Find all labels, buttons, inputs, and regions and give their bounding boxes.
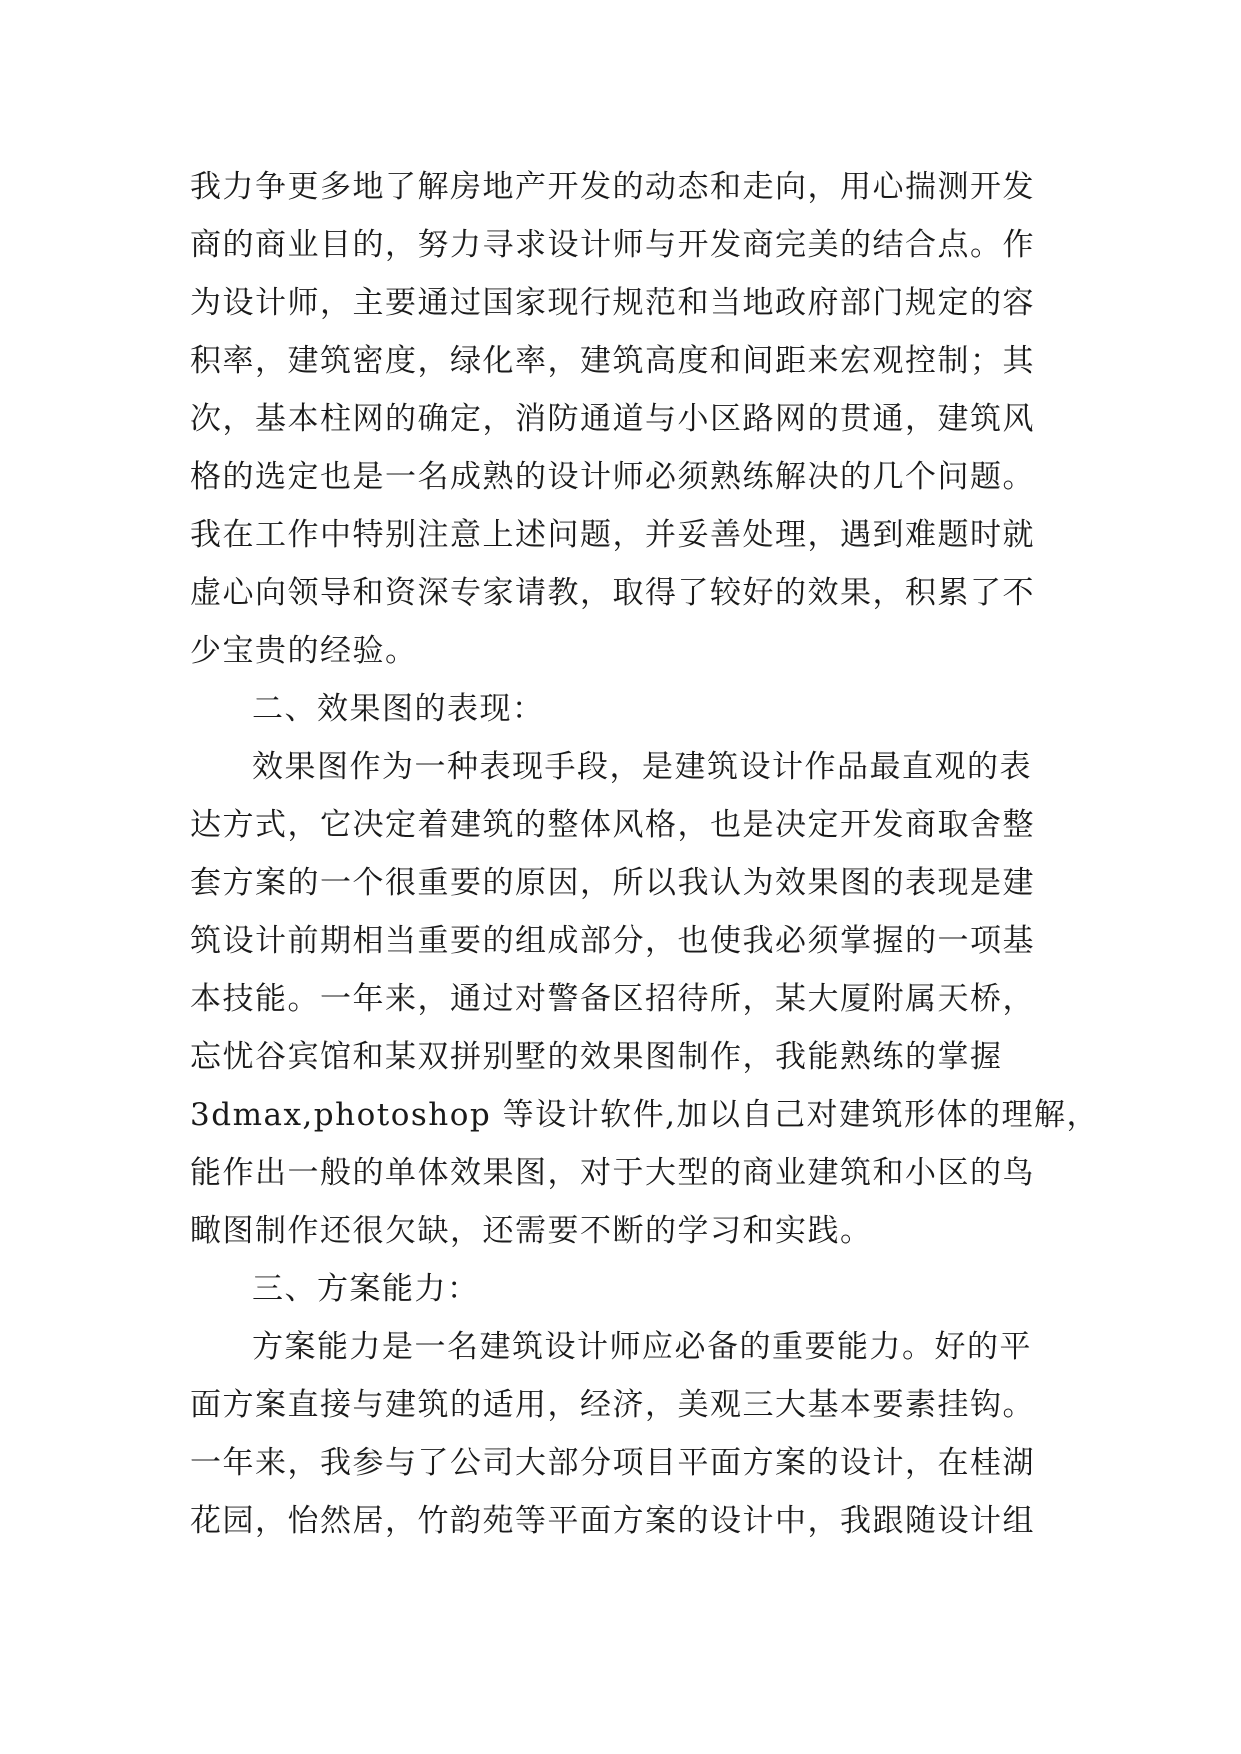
text-line: 我力争更多地了解房地产开发的动态和走向，用心揣测开发 [190,169,1035,205]
text-line: 为设计师，主要通过国家现行规范和当地政府部门规定的容 [190,285,1035,321]
text-line: 面方案直接与建筑的适用，经济，美观三大基本要素挂钩。 [190,1387,1035,1423]
text-line: 效果图作为一种表现手段，是建筑设计作品最直观的表 [252,749,1032,785]
text-line: 我在工作中特别注意上述问题，并妥善处理，遇到难题时就 [190,517,1035,553]
text-line: 商的商业目的，努力寻求设计师与开发商完美的结合点。作 [190,227,1035,263]
text-line: 方案能力是一名建筑设计师应必备的重要能力。好的平 [252,1329,1032,1365]
section-heading: 三、方案能力： [252,1271,480,1307]
text-line: 能作出一般的单体效果图，对于大型的商业建筑和小区的鸟 [190,1155,1035,1191]
text-line: 本技能。一年来，通过对警备区招待所，某大厦附属天桥， [190,981,1035,1017]
text-line: 忘忧谷宾馆和某双拼别墅的效果图制作，我能熟练的掌握 [190,1039,1003,1075]
text-line: 瞰图制作还很欠缺，还需要不断的学习和实践。 [190,1213,873,1249]
text-line: 次，基本柱网的确定，消防通道与小区路网的贯通，建筑风 [190,401,1035,437]
section-heading: 二、效果图的表现： [252,691,545,727]
text-line: 花园，怡然居，竹韵苑等平面方案的设计中，我跟随设计组 [190,1503,1035,1539]
body-text [190,158,1099,1550]
text-line: 筑设计前期相当重要的组成部分，也使我必须掌握的一项基 [190,923,1035,959]
text-line: 3dmax,photoshop 等设计软件,加以自己对建筑形体的理解， [190,1097,1099,1133]
text-line: 虚心向领导和资深专家请教，取得了较好的效果，积累了不 [190,575,1035,611]
text-line: 达方式，它决定着建筑的整体风格，也是决定开发商取舍整 [190,807,1035,843]
text-line: 格的选定也是一名成熟的设计师必须熟练解决的几个问题。 [190,459,1035,495]
text-line: 积率，建筑密度，绿化率，建筑高度和间距来宏观控制；其 [190,343,1035,379]
text-line: 少宝贵的经验。 [190,633,418,669]
text-line: 套方案的一个很重要的原因，所以我认为效果图的表现是建 [190,865,1035,901]
text-line: 一年来，我参与了公司大部分项目平面方案的设计，在桂湖 [190,1445,1035,1481]
